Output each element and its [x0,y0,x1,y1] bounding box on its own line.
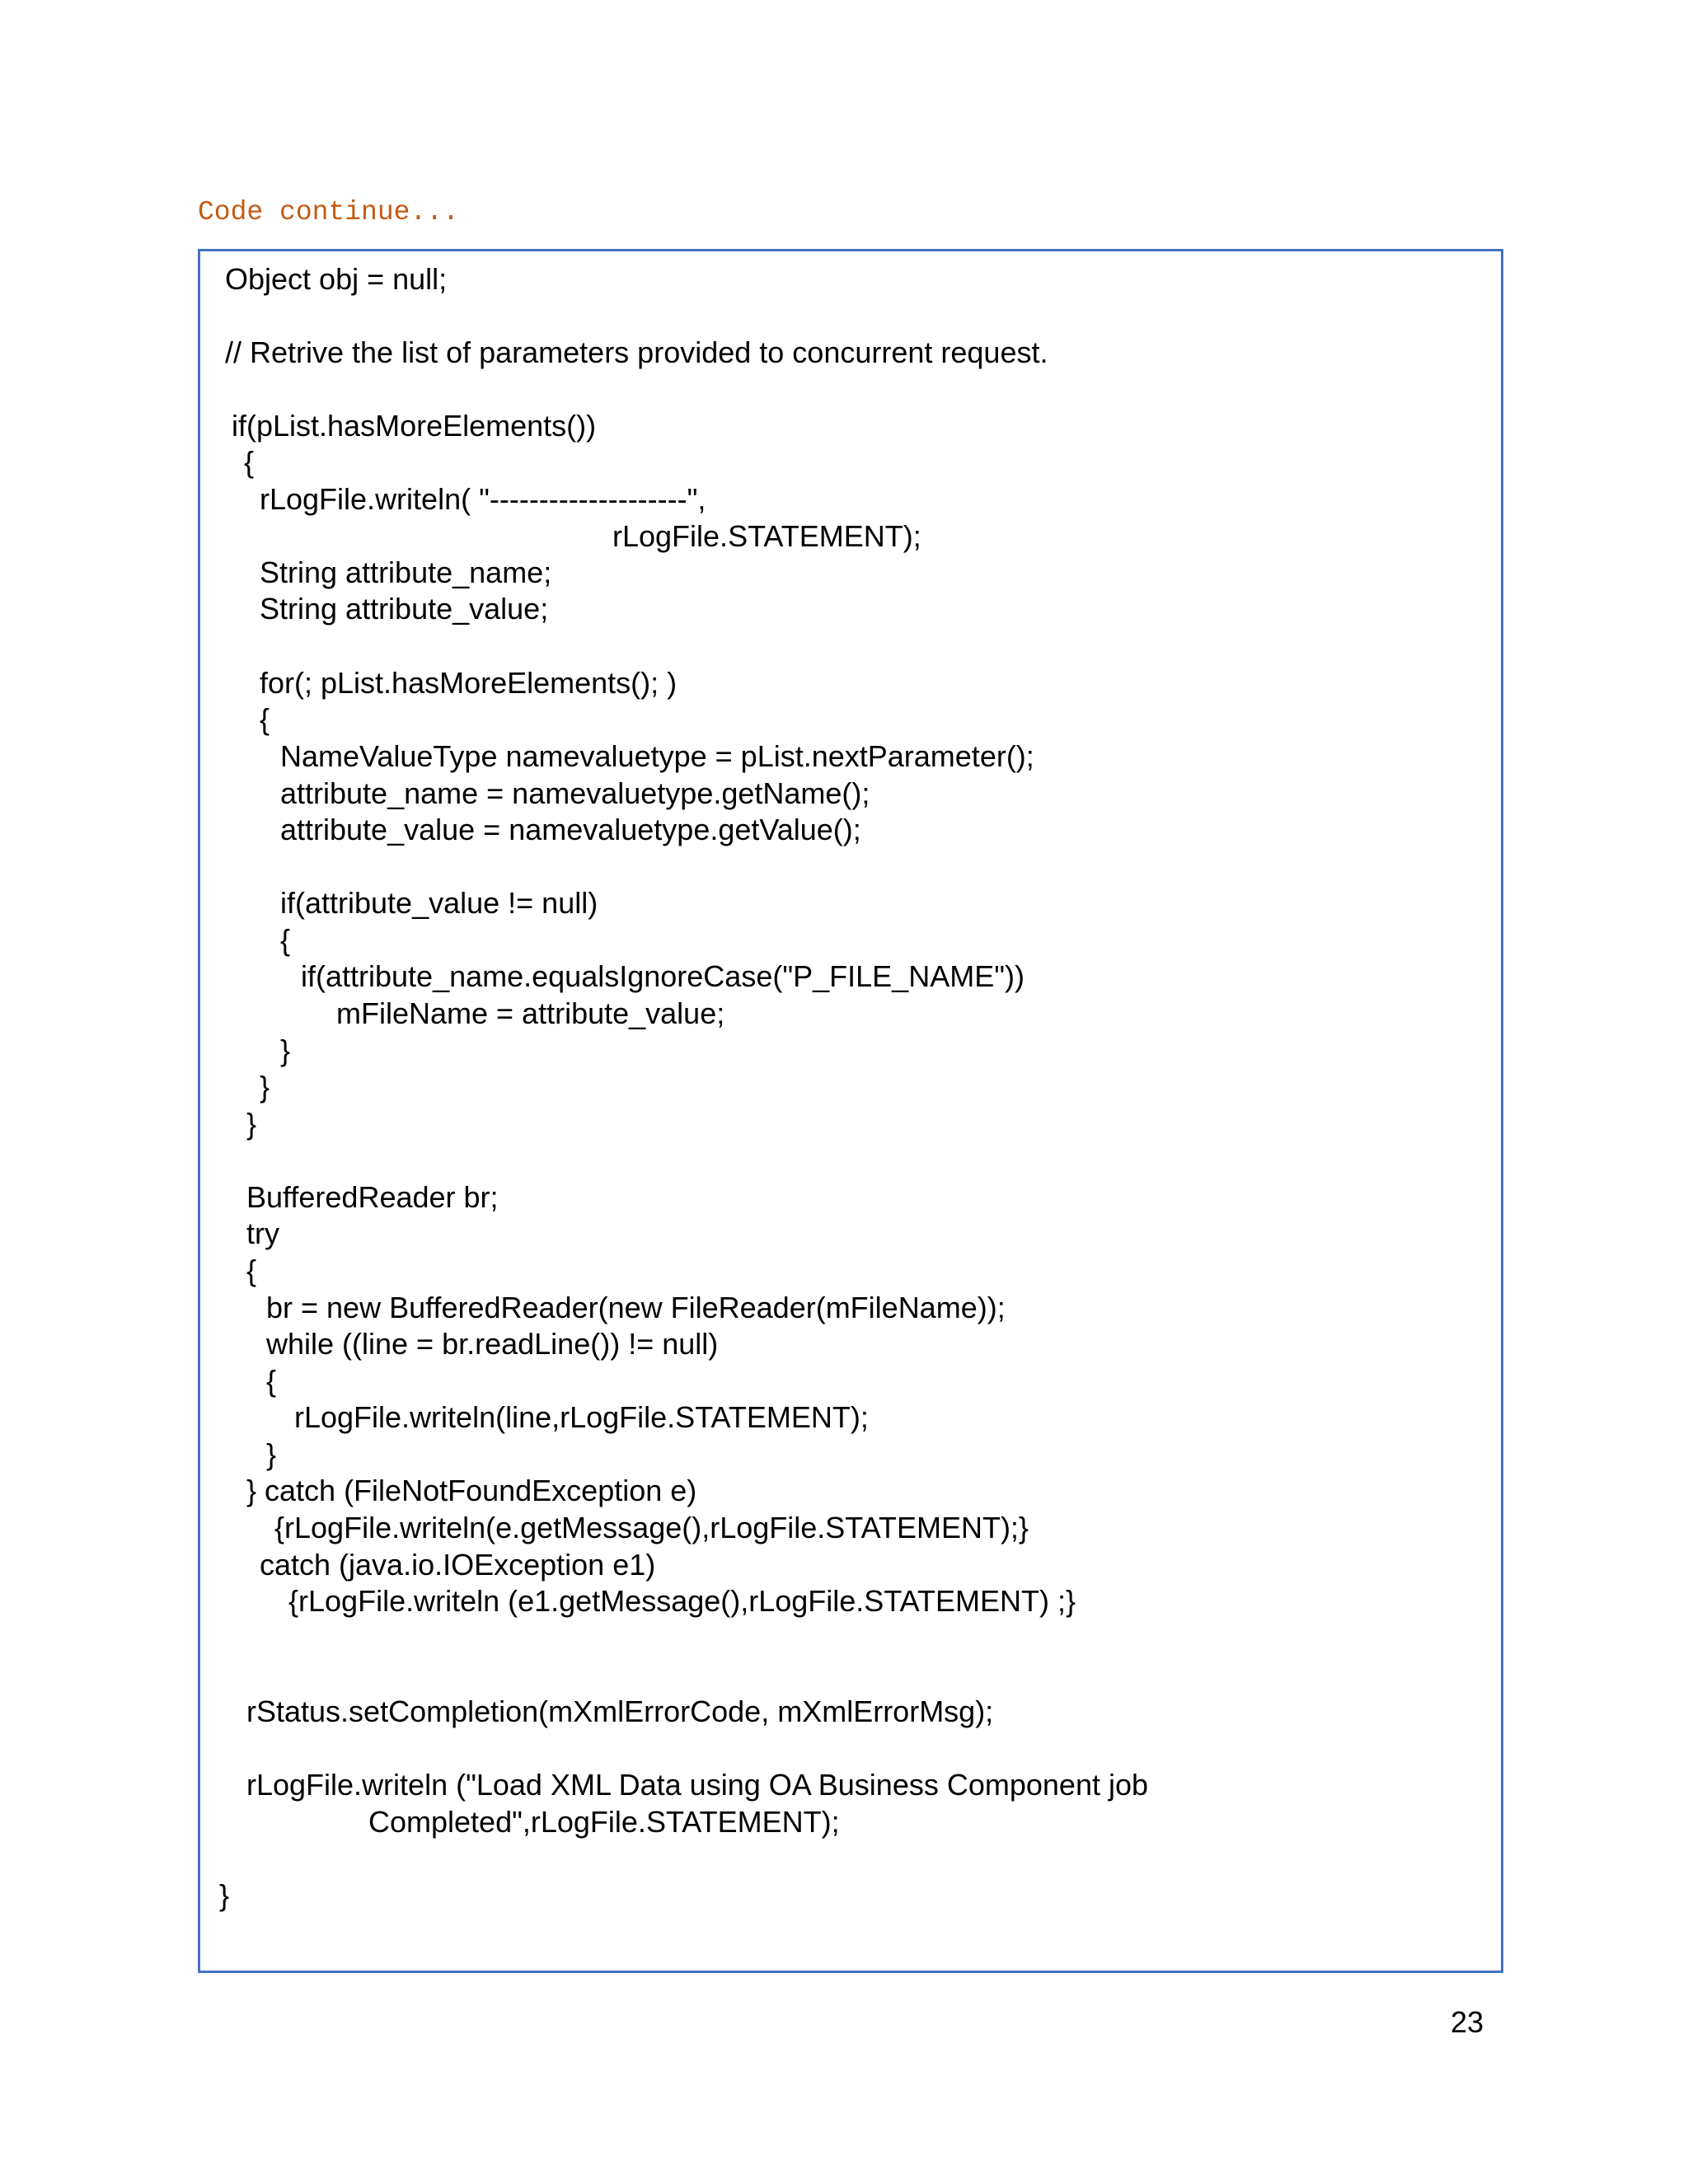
code-line: BufferedReader br; [246,1180,499,1214]
code-line: if(attribute_value != null) [280,886,598,920]
code-line: mFileName = attribute_value; [336,996,725,1030]
code-line: Object obj = null; [225,262,448,296]
code-line: { [280,923,291,957]
page-number: 23 [1450,2005,1484,2039]
code-line: } [280,1033,291,1067]
code-line: { [260,702,270,736]
code-line: } [219,1878,230,1912]
code-line: rLogFile.STATEMENT); [612,519,921,553]
code-line: rLogFile.writeln( "--------------------", [260,482,706,516]
code-line: br = new BufferedReader(new FileReader(mFileName)); [266,1291,1006,1324]
code-line: } [266,1437,277,1471]
code-comment: // Retrive the list of parameters provided to concurrent request. [225,335,1048,369]
code-line: while ((line = br.readLine()) != null) [266,1327,719,1361]
code-line: rLogFile.writeln(line,rLogFile.STATEMENT); [294,1400,869,1434]
code-line: for(; pList.hasMoreElements(); ) [260,666,678,700]
code-line: } [260,1070,270,1104]
code-line: Completed",rLogFile.STATEMENT); [368,1805,840,1839]
code-block [198,249,1503,1973]
code-line: { [246,1254,257,1287]
code-line: catch (java.io.IOException e1) [260,1548,656,1582]
code-line: rStatus.setCompletion(mXmlErrorCode, mXmlErrorMsg); [246,1694,994,1728]
code-line: attribute_value = namevaluetype.getValue(); [280,813,861,846]
code-line: if(attribute_name.equalsIgnoreCase("P_FILE_NAME")) [301,959,1025,993]
section-heading: Code continue... [198,197,459,227]
code-line: String attribute_name; [260,555,552,589]
code-line: } [246,1107,257,1141]
code-line: { [266,1364,277,1398]
code-line: {rLogFile.writeln (e1.getMessage(),rLogFile.STATEMENT) ;} [288,1584,1076,1618]
code-line: {rLogFile.writeln(e.getMessage(),rLogFile.STATEMENT);} [274,1511,1029,1544]
code-line: attribute_name = namevaluetype.getName(); [280,776,870,810]
code-line: if(pList.hasMoreElements()) [232,409,597,443]
code-line: String attribute_value; [260,592,549,626]
code-line: { [244,445,255,479]
code-line: rLogFile.writeln ("Load XML Data using OA Business Component job [246,1768,1149,1802]
code-line: try [246,1216,279,1250]
code-line: } catch (FileNotFoundException e) [246,1474,697,1507]
code-line: NameValueType namevaluetype = pList.nextParameter(); [280,739,1034,773]
